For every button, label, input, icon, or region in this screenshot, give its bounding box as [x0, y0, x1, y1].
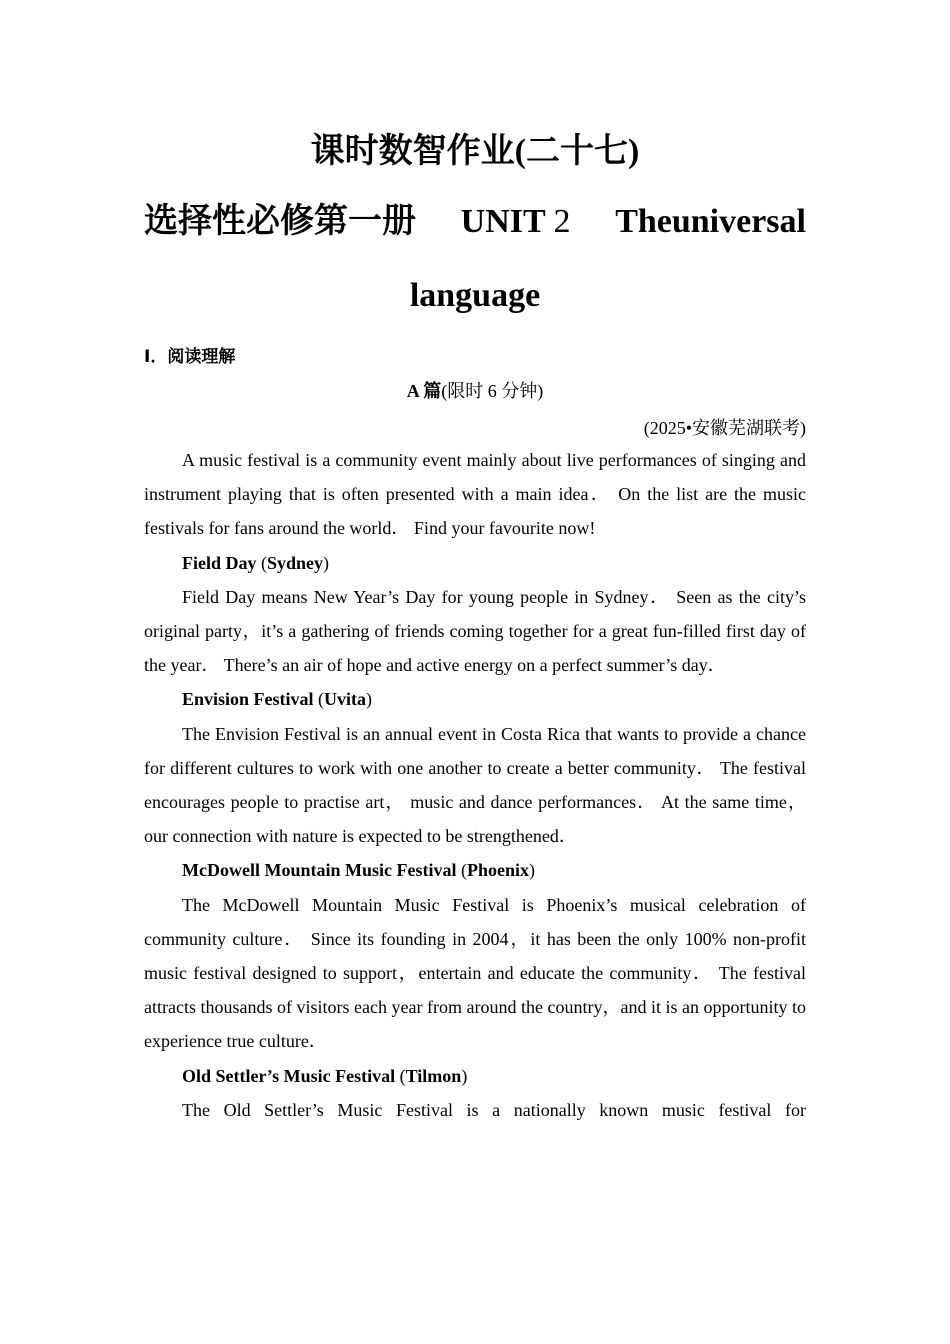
festival-description: The Old Settler’s Music Festival is a nationally known music festival for — [182, 1099, 806, 1120]
festival-heading: McDowell Mountain Music Festival (Phoenix) — [182, 860, 535, 881]
festival-heading: Field Day (Sydney) — [182, 552, 330, 573]
page-title: 课时数智作业(二十七) — [310, 133, 640, 170]
unit-title-book: 选择性必修第一册 — [144, 203, 416, 240]
section-heading: Ⅰ．阅读理解 — [144, 347, 236, 367]
festival-heading: Old Settler’s Music Festival (Tilmon) — [182, 1065, 468, 1086]
festival-description: The Envision Festival is an annual event in Costa Rica that wants to provide a chance for different cultures to work with one another to create a better community． The festival encourages people to practise art， music and dance performances． At the same time， our connection with nature is expected to be strengthened． — [144, 723, 806, 847]
festival-description: The McDowell Mountain Music Festival is Phoenix’s musical celebration of community culture． Since its founding in 2004，it has been the only 100% non-profit music festival designed to support，entertain and educate the community． The festival attracts thousands of visitors each year from around the country，and it is an opportunity to experience true culture． — [144, 894, 806, 1052]
passage-body — [144, 443, 806, 1127]
intro-paragraph: A music festival is a community event mainly about live performances of singing and instrument playing that is often presented with a main idea． On the list are the music festivals for fans around the world． Find your favourite now! — [144, 450, 806, 539]
passage-source: (2025•安徽芜湖联考) — [643, 418, 806, 438]
unit-title-unit: UNIT 2 — [460, 203, 571, 240]
unit-title-continued: language — [409, 277, 541, 314]
unit-title — [144, 202, 806, 242]
festival-heading: Envision Festival (Uvita) — [182, 689, 373, 710]
unit-title-topic: Theuniversal — [615, 203, 806, 240]
festival-description: Field Day means New Year’s Day for young people in Sydney． Seen as the city’s original party，it’s a gathering of friends coming together for a great fun-filled first day of the year． There’s an air of hope and active energy on a perfect summer’s day． — [144, 586, 806, 676]
passage-label: A 篇(限时 6 分钟) — [406, 381, 544, 401]
